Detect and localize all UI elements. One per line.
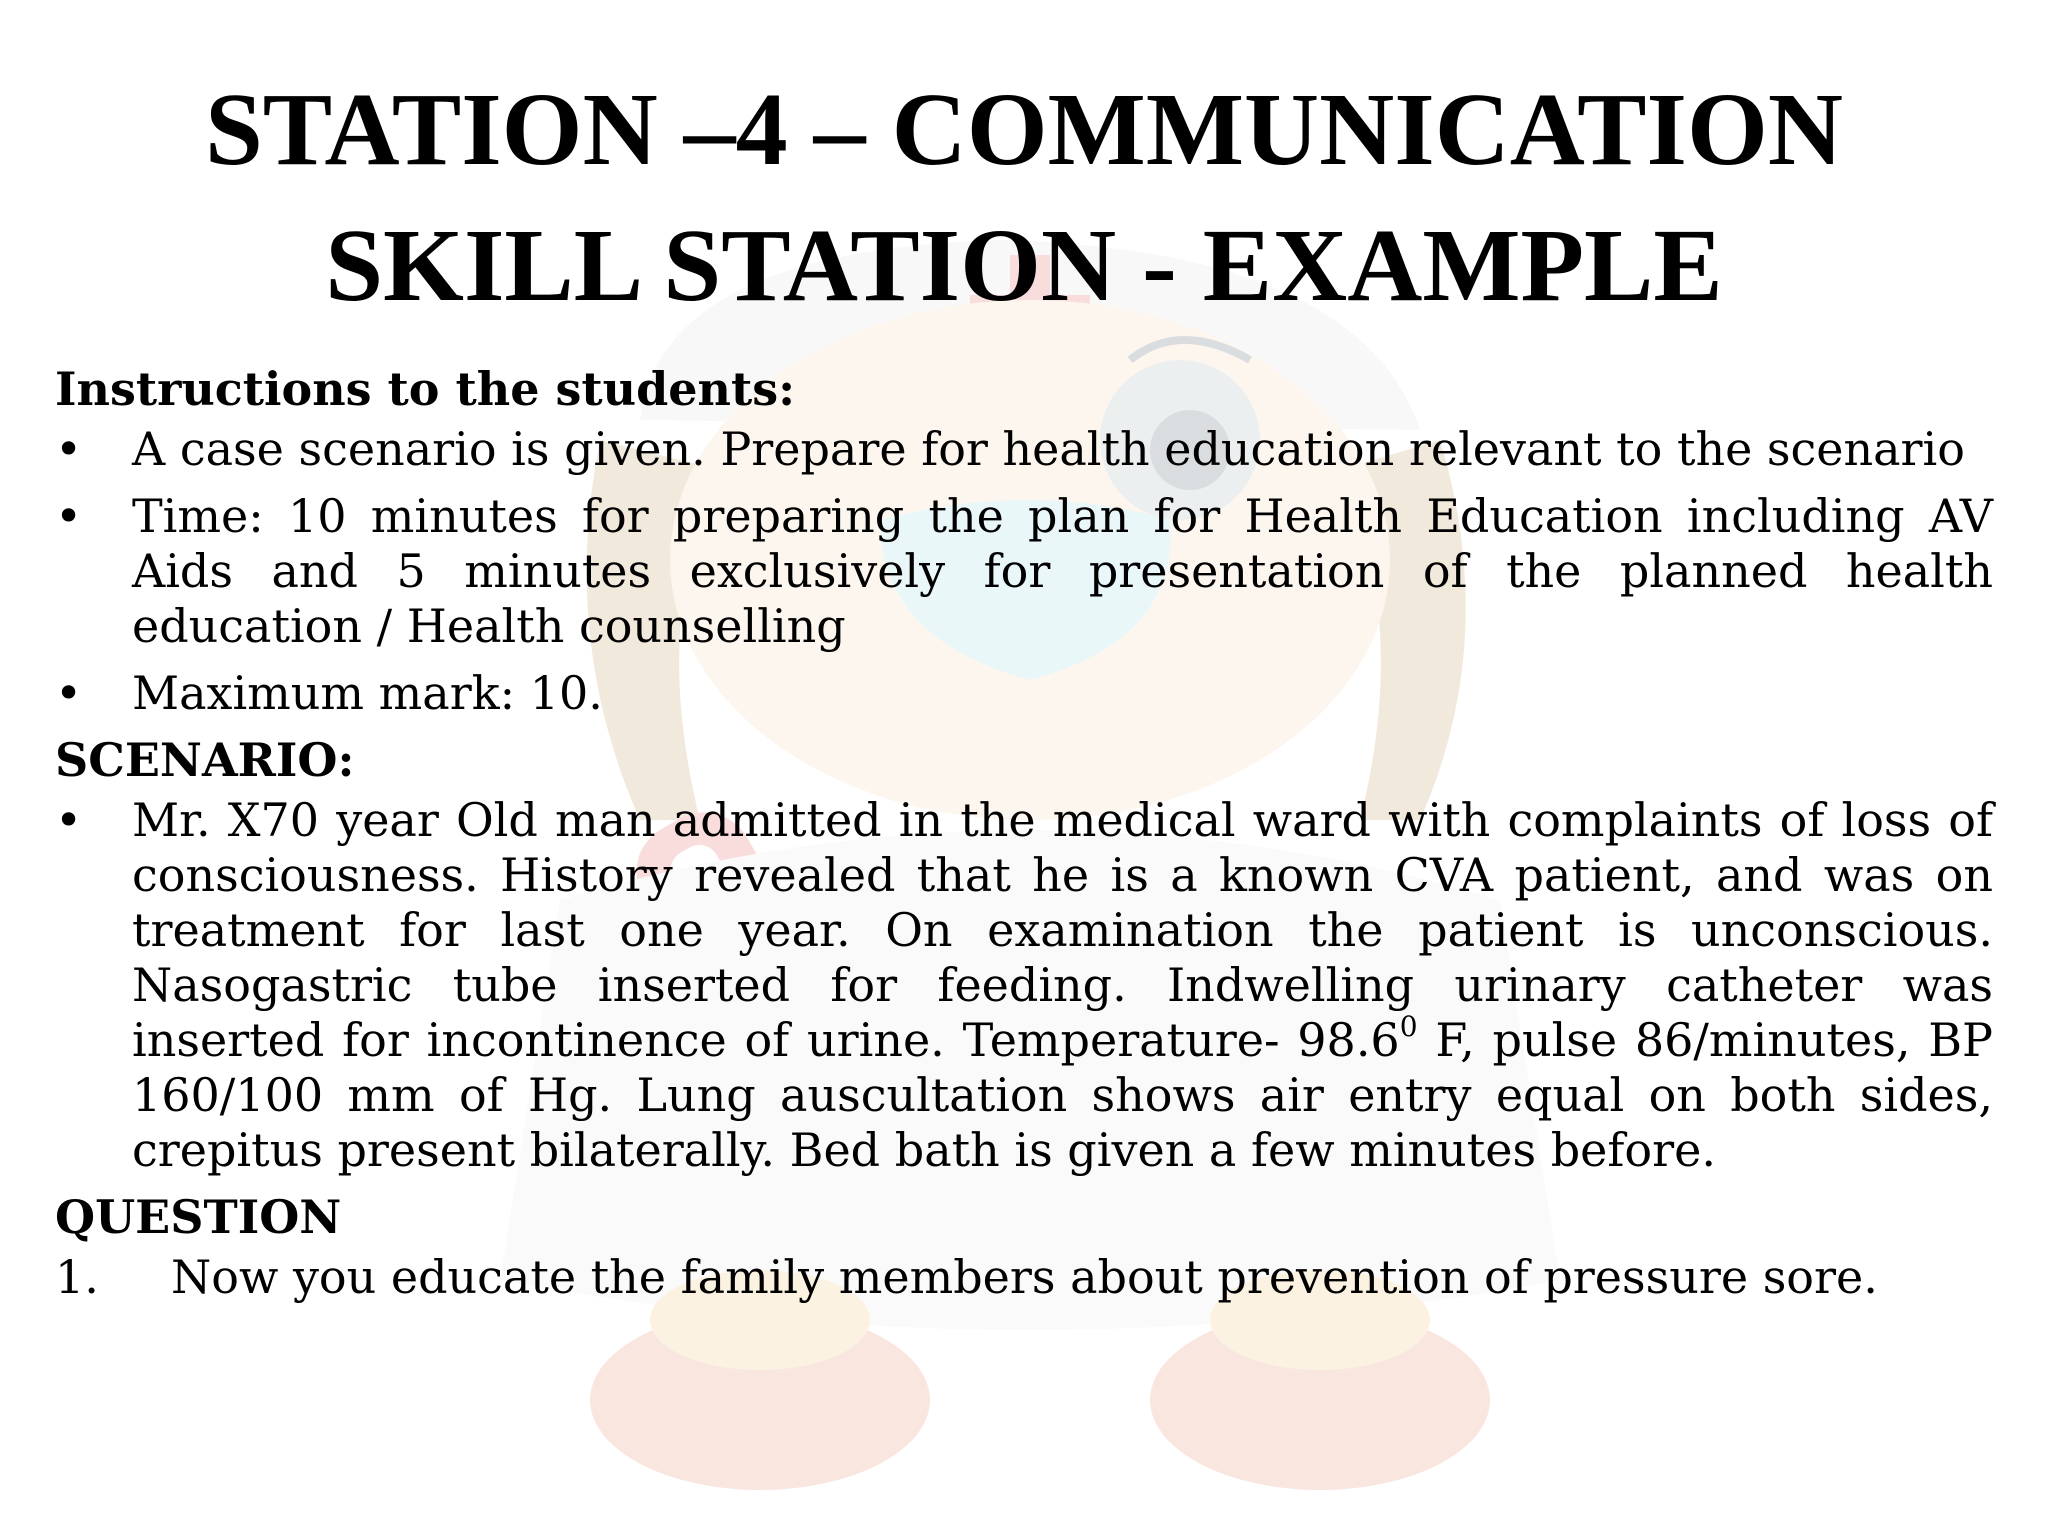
bullet-marker: • xyxy=(55,422,83,476)
list-item xyxy=(55,489,1993,654)
scenario-text-part-2: F, pulse 86/minutes, BP 160/100 mm of Hg. Lung auscultation shows air entry equal on both sides, crepitus present bilaterally. Bed bath is given a few minutes before. xyxy=(132,1013,1993,1177)
list-item xyxy=(55,666,1993,721)
title-line-2: SKILL STATION - EXAMPLE xyxy=(325,208,1723,323)
instruction-text: Time: 10 minutes for preparing the plan for Health Education including AV Aids and 5 minutes exclusively for presentation of the planned health education / Health counselling xyxy=(132,489,1993,653)
title-line-1: STATION –4 – COMMUNICATION xyxy=(204,72,1844,187)
bullet-marker: • xyxy=(55,666,83,720)
list-item xyxy=(55,793,1993,1178)
instructions-heading: Instructions to the students: xyxy=(55,362,796,416)
question-number: 1. xyxy=(55,1250,99,1304)
bullet-marker: • xyxy=(55,793,83,847)
instructions-list xyxy=(55,422,1993,721)
question-list xyxy=(55,1250,1993,1305)
scenario-list xyxy=(55,793,1993,1178)
instruction-text: Maximum mark: 10. xyxy=(132,666,603,720)
scenario-text xyxy=(132,793,1993,1177)
question-text: Now you educate the family members about prevention of pressure sore. xyxy=(171,1250,1878,1304)
slide-title xyxy=(0,62,2048,334)
slide-body xyxy=(55,362,1993,1317)
bullet-marker: • xyxy=(55,489,83,543)
scenario-text-part-1: Mr. X70 year Old man admitted in the medical ward with complaints of loss of consciousness. History revealed that he is a known CVA patient, and was on treatment for last one year. On examination the patient is unconscious. Nasogastric tube inserted for feeding. Indwelling urinary catheter was inserted for incontinence of urine. Temperature- 98.6 xyxy=(132,793,1993,1067)
question-heading: QUESTION xyxy=(55,1190,342,1244)
list-item xyxy=(55,422,1993,477)
scenario-heading: SCENARIO: xyxy=(55,733,355,787)
list-item xyxy=(55,1250,1993,1305)
degree-superscript: 0 xyxy=(1399,1009,1418,1043)
instruction-text: A case scenario is given. Prepare for health education relevant to the scenario xyxy=(132,422,1965,476)
